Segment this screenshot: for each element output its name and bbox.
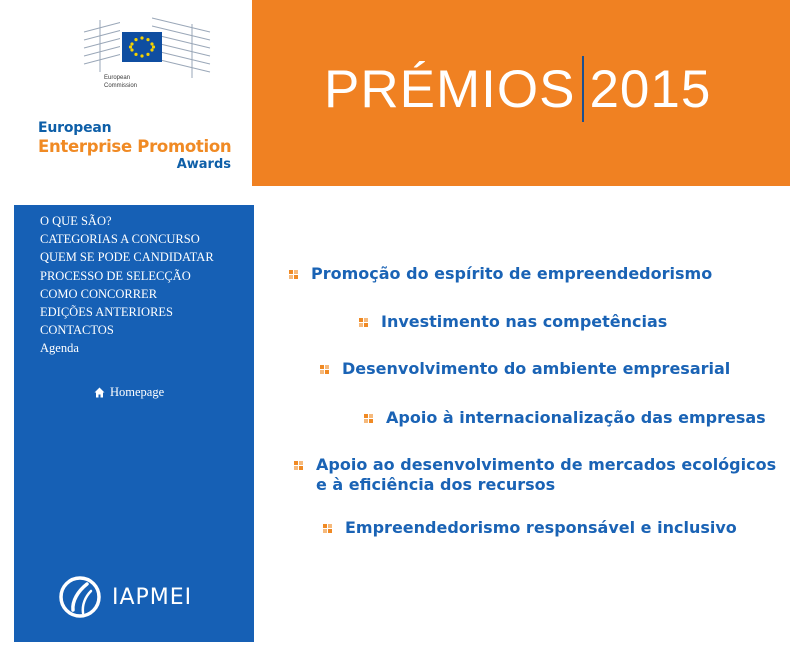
category-item bbox=[294, 455, 776, 495]
sidebar-menu bbox=[40, 212, 214, 358]
category-item bbox=[320, 359, 730, 379]
bullet-icon bbox=[323, 524, 332, 533]
category-label: Apoio à internacionalização das empresas bbox=[386, 408, 766, 427]
banner-word: PRÉMIOS bbox=[324, 59, 576, 119]
menu-item-como-concorrer[interactable]: COMO CONCORRER bbox=[40, 286, 158, 301]
category-item bbox=[359, 312, 667, 332]
category-label-line1: Apoio ao desenvolvimento de mercados ecológicos bbox=[316, 455, 777, 474]
menu-item-agenda[interactable]: Agenda bbox=[40, 341, 79, 356]
commission-label-line2: Commission bbox=[104, 83, 138, 89]
iapmei-logo-text: IAPMEI bbox=[112, 584, 193, 610]
category-item bbox=[364, 408, 766, 428]
header-logo-area bbox=[0, 0, 252, 186]
category-label: Desenvolvimento do ambiente empresarial bbox=[342, 359, 731, 378]
menu-item-o-que-sao[interactable]: O QUE SÃO? bbox=[40, 214, 112, 228]
awards-logo-line1: European bbox=[38, 120, 112, 136]
awards-logo bbox=[38, 120, 248, 172]
bullet-icon bbox=[320, 365, 329, 374]
homepage-link[interactable] bbox=[94, 385, 164, 400]
bullet-icon bbox=[359, 318, 368, 327]
category-item bbox=[289, 264, 712, 284]
commission-label-line1: European bbox=[104, 75, 131, 81]
menu-item-contactos[interactable]: CONTACTOS bbox=[40, 323, 114, 338]
banner-title bbox=[324, 56, 711, 122]
home-icon bbox=[94, 387, 105, 398]
category-label-multiline bbox=[316, 455, 776, 495]
banner-year: 2015 bbox=[589, 59, 712, 119]
iapmei-mark-icon bbox=[58, 575, 102, 619]
category-label: Promoção do espírito de empreendedorismo bbox=[311, 264, 713, 283]
menu-item-quem-candidatar[interactable]: QUEM SE PODE CANDIDATAR bbox=[40, 250, 214, 265]
menu-item-categorias[interactable]: CATEGORIAS A CONCURSO bbox=[40, 232, 200, 247]
iapmei-logo bbox=[58, 575, 192, 619]
category-label-line2: e à eficiência dos recursos bbox=[316, 475, 556, 494]
awards-logo-line2: Enterprise Promotion bbox=[38, 137, 232, 156]
european-commission-label bbox=[104, 74, 164, 90]
homepage-label: Homepage bbox=[110, 385, 165, 399]
awards-logo-line3: Awards bbox=[176, 157, 231, 172]
category-label: Empreendedorismo responsável e inclusivo bbox=[345, 518, 737, 537]
bullet-icon bbox=[289, 270, 298, 279]
category-label: Investimento nas competências bbox=[381, 312, 668, 331]
header-banner bbox=[252, 0, 790, 186]
category-item bbox=[323, 518, 737, 538]
bullet-icon bbox=[364, 414, 373, 423]
bullet-icon bbox=[294, 461, 303, 470]
banner-separator bbox=[582, 56, 584, 122]
menu-item-processo-seleccao[interactable]: PROCESSO DE SELECÇÃO bbox=[40, 268, 191, 283]
menu-item-edicoes-anteriores[interactable]: EDIÇÕES ANTERIORES bbox=[40, 305, 173, 320]
sidebar bbox=[14, 205, 254, 642]
